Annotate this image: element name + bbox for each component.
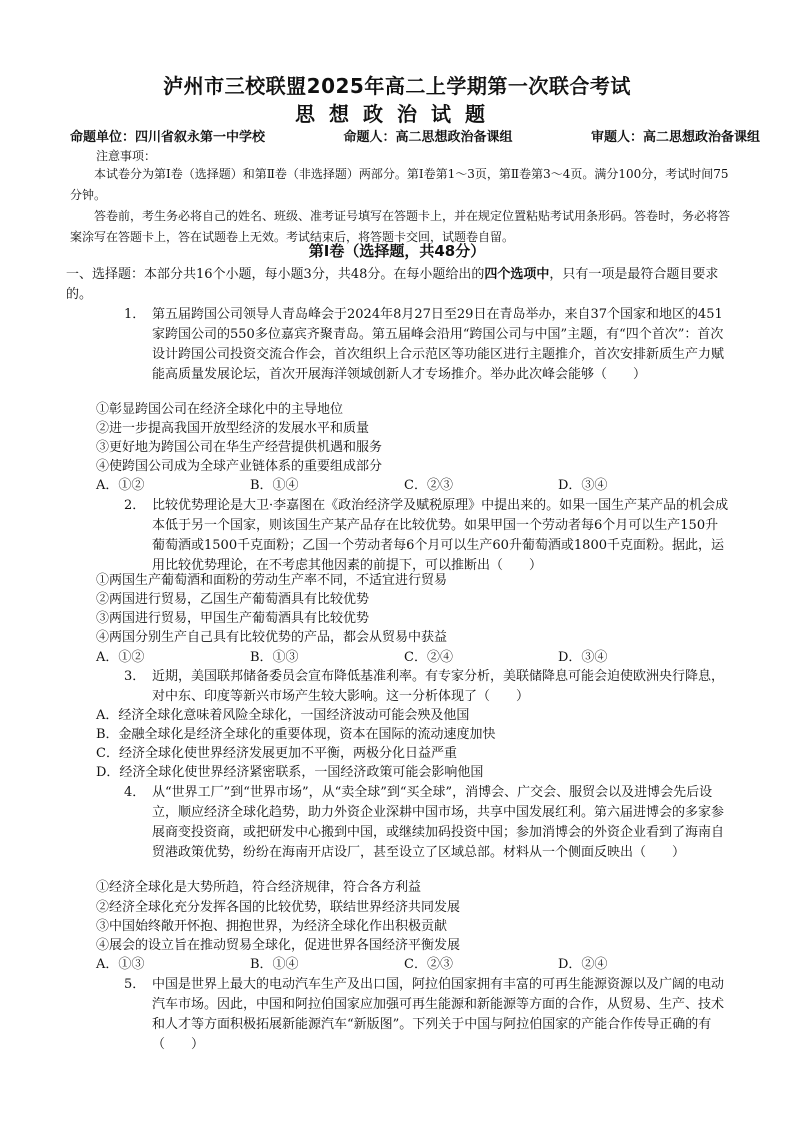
option-a: A．经济全球化意味着风险全球化，一国经济波动可能会殃及他国 [96,708,470,723]
choice-b: B．①③ [250,650,299,665]
question-5 [124,975,730,1055]
question-stem: 从“世界工厂”到“世界市场”，从“卖全球”到“买全球”，消博会、广交会、服贸会以及进博会先后设立，顺应经济全球化趋势，助力外资企业深耕中国市场，共享中国发展红利。第六届进博会的多家参展商变投资商，或把研发中心搬到中国，或继续加码投资中国；参加消博会的外资企业看到了海南自贸港政策优势，纷纷在海南开店设厂，甚至设立了区域总部。材料从一个侧面反映出（ ） [152,785,725,860]
question-number: 4． [124,785,146,800]
question-1 [124,305,730,385]
notes-title: 注意事项： [96,149,157,163]
option-3: ③两国进行贸易，甲国生产葡萄酒具有比较优势 [96,611,370,626]
note-paragraph-1: 本试卷分为第Ⅰ卷（选择题）和第Ⅱ卷（非选择题）两部分。第Ⅰ卷第1～3页，第Ⅱ卷第3～4页。满分100分，考试时间75分钟。 [70,167,729,202]
option-4: ④使跨国公司成为全球产业链体系的重要组成部分 [96,459,383,474]
choice-c: C．②③ [404,957,453,972]
choice-d: D．③④ [558,650,608,665]
choice-a: A．①③ [96,957,145,972]
option-c: C．经济全球化使世界经济发展更加不平衡，两极分化日益严重 [96,746,457,761]
option-2: ②进一步提高我国开放型经济的发展水平和质量 [96,421,370,436]
option-4: ④两国分别生产自己具有比较优势的产品，都会从贸易中获益 [96,630,448,645]
choice-a: A．①② [96,650,145,665]
option-d: D．经济全球化使世界经济紧密联系，一国经济政策可能会影响他国 [96,765,484,780]
question-4 [124,783,730,863]
option-b: B．金融全球化是经济全球化的重要体现，资本在国际的流动速度加快 [96,727,496,742]
choice-c: C．②③ [404,478,453,493]
option-1: ①两国生产葡萄酒和面粉的劳动生产率不同，不适宜进行贸易 [96,573,448,588]
choice-d: D．②④ [558,957,608,972]
question-stem: 比较优势理论是大卫·李嘉图在《政治经济学及赋税原理》中提出来的。如果一国生产某产品的机会成本低于另一个国家，则该国生产某产品存在比较优势。如果甲国一个劳动者每6个月可以生产150升葡萄酒或1500千克面粉；乙国一个劳动者每6个月可以生产60升葡萄酒或1800千克面粉。据此，运用比较优势理论，在不考虑其他因素的前提下，可以推断出（ ） [152,498,729,573]
setter-reviewer: 审题人：高二思想政治备课组 [590,130,760,145]
choice-c: C．②④ [404,650,453,665]
section-intro: 一、选择题：本部分共16个小题，每小题3分，共48分。在每小题给出的四个选项中，只有一项是最符合题目要求的。 [66,267,719,302]
choice-b: B．①④ [250,478,299,493]
choice-b: B．①④ [250,957,299,972]
option-2: ②经济全球化充分发挥各国的比较优势，联结世界经济共同发展 [96,900,461,915]
choice-d: D．③④ [558,478,608,493]
exam-meta [70,126,760,145]
option-2: ②两国进行贸易，乙国生产葡萄酒具有比较优势 [96,592,370,607]
subject-title: 思想政治试题 [295,102,499,126]
question-2 [124,496,730,576]
section-title: 第Ⅰ卷（选择题，共48分） [308,242,486,260]
choice-a: A．①② [96,478,145,493]
question-stem: 第五届跨国公司领导人青岛峰会于2024年8月27日至29日在青岛举办，来自37个国家和地区的451家跨国公司的550多位嘉宾齐聚青岛。第五届峰会沿用“跨国公司与中国”主题，有“四个首次”：首次设计跨国公司投资交流合作会，首次组织上合示范区等功能区进行主题推介，首次安排新质生产力赋能高质量发展论坛，首次开展海洋领域创新人才专场推介。举办此次峰会能够（ ） [152,307,725,382]
option-3: ③中国始终敞开怀抱、拥抱世界，为经济全球化作出积极贡献 [96,919,448,934]
note-paragraph-2: 答卷前，考生务必将自己的姓名、班级、准考证号填写在答题卡上，并在规定位置粘贴考试用条形码。答卷时，务必将答案涂写在答题卡上，答在试题卷上无效。考试结束后，将答题卡交回，试题卷自留。 [70,209,731,244]
question-number: 5． [124,977,146,992]
question-3 [124,667,730,707]
question-number: 1． [124,307,146,322]
option-1: ①经济全球化是大势所趋，符合经济规律，符合各方利益 [96,880,422,895]
exam-title: 泸州市三校联盟2025年高二上学期第一次联合考试 [163,74,631,98]
question-number: 2． [124,498,146,513]
option-1: ①彰显跨国公司在经济全球化中的主导地位 [96,402,344,417]
setter-author: 命题人：高二思想政治备课组 [343,130,513,145]
question-number: 3． [124,669,146,684]
option-4: ④展会的设立旨在推动贸易全球化，促进世界各国经济平衡发展 [96,938,461,953]
question-stem: 中国是世界上最大的电动汽车生产及出口国，阿拉伯国家拥有丰富的可再生能源资源以及广阔的电动汽车市场。因此，中国和阿拉伯国家应加强可再生能源和新能源等方面的合作，从贸易、生产、技术和人才等方面积极拓展新能源汽车“新版图”。下列关于中国与阿拉伯国家的产能合作传导正确的有（ ） [152,977,725,1052]
option-3: ③更好地为跨国公司在华生产经营提供机遇和服务 [96,440,383,455]
question-stem: 近期，美国联邦储备委员会宣布降低基准利率。有专家分析，美联储降息可能会迫使欧洲央行降息，对中东、印度等新兴市场产生较大影响。这一分析体现了（ ） [152,669,725,704]
setter-unit: 命题单位：四川省叙永第一中学校 [70,130,266,145]
